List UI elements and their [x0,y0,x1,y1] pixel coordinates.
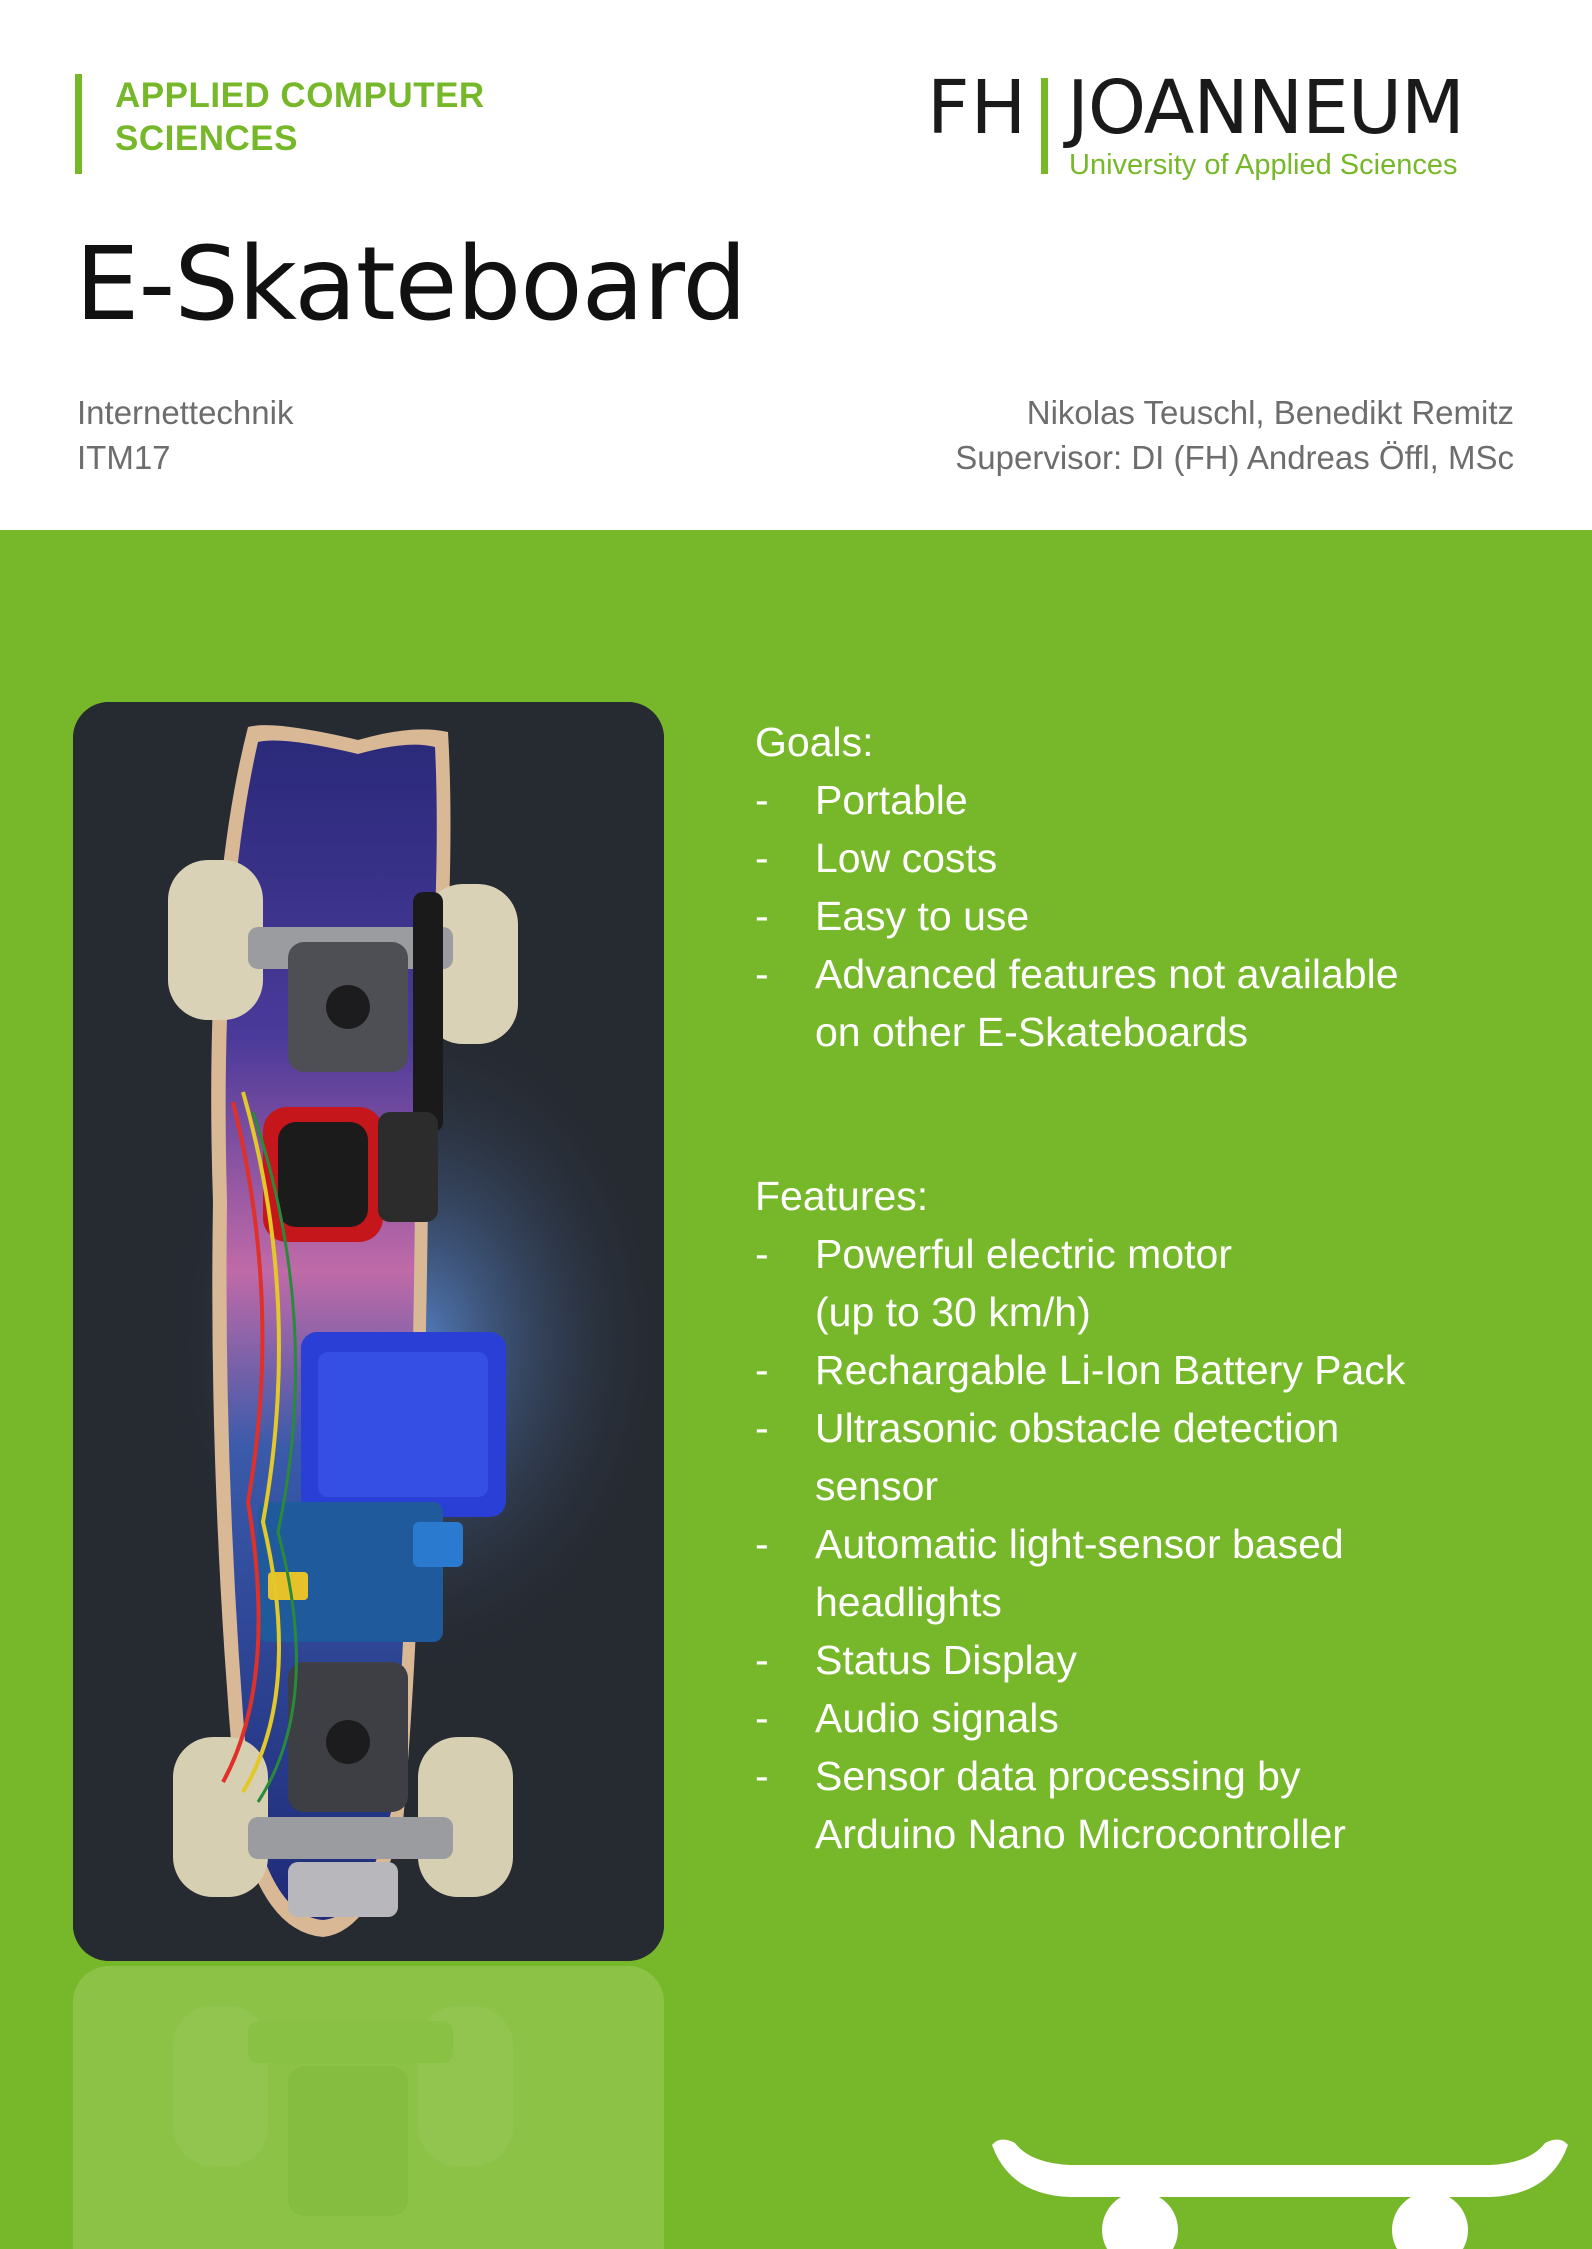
section-gap [755,1061,1555,1167]
goal-text: Low costs [815,835,998,881]
bullet-dash: - [755,1231,769,1277]
features-title: Features: [755,1173,929,1219]
feature-text: Audio signals [815,1695,1059,1741]
bullet-dash: - [755,835,769,881]
department-label [75,74,485,174]
poster-header [0,0,1592,530]
supervisor: Supervisor: DI (FH) Andreas Öffl, MSc [955,439,1514,476]
list-item [755,1631,1555,1689]
author-info [955,390,1514,480]
feature-text: Rechargable Li-Ion Battery Pack [815,1347,1406,1393]
list-item [755,1515,1555,1631]
goals-list [755,771,1555,1061]
skateboard-silhouette-icon [990,2135,1570,2249]
poster-text [755,713,1555,1863]
bullet-dash: - [755,1405,769,1451]
features-list [755,1225,1555,1863]
feature-text-continued: Arduino Nano Microcontroller [815,1811,1346,1857]
bullet-dash: - [755,1347,769,1393]
course-name: Internettechnik [77,394,294,431]
logo-name: JOANNEUM [1067,65,1464,151]
goal-text: Portable [815,777,968,823]
list-item [755,1689,1555,1747]
content-panel [0,530,1592,2249]
list-item [755,1341,1555,1399]
list-item [755,945,1555,1061]
skateboard-photo [73,702,664,1961]
list-item [755,1747,1555,1863]
bullet-dash: - [755,893,769,939]
bullet-dash: - [755,777,769,823]
feature-text: Automatic light-sensor based [815,1521,1344,1567]
list-item [755,829,1555,887]
list-item [755,1225,1555,1341]
goal-text: Easy to use [815,893,1030,939]
logo-fh: FH [927,65,1028,151]
feature-text: Status Display [815,1637,1078,1683]
reflection-illustration [73,1966,664,2249]
fh-joanneum-logo [927,65,1517,181]
logo-subtitle: University of Applied Sciences [1069,149,1458,181]
authors: Nikolas Teuschl, Benedikt Remitz [1026,394,1514,431]
bullet-dash: - [755,1753,769,1799]
goal-text: Advanced features not available [815,951,1399,997]
photo-reflection [73,1966,664,2249]
poster-title: E-Skateboard [75,225,747,344]
feature-text: Powerful electric motor [815,1231,1232,1277]
feature-text-continued: (up to 30 km/h) [815,1289,1091,1335]
feature-text-continued: headlights [815,1579,1002,1625]
list-item [755,887,1555,945]
skateboard-illustration [73,702,664,1961]
goal-text-continued: on other E-Skateboards [815,1009,1249,1055]
bullet-dash: - [755,1695,769,1741]
bullet-dash: - [755,1521,769,1567]
course-code: ITM17 [77,439,171,476]
feature-text: Ultrasonic obstacle detection [815,1405,1340,1451]
feature-text: Sensor data processing by [815,1753,1301,1799]
bullet-dash: - [755,951,769,997]
department-line-1: APPLIED COMPUTER [115,76,485,115]
department-line-2: SCIENCES [115,119,298,158]
list-item [755,1399,1555,1515]
feature-text-continued: sensor [815,1463,939,1509]
bullet-dash: - [755,1637,769,1683]
list-item [755,771,1555,829]
course-info [77,390,293,480]
goals-title: Goals: [755,719,874,765]
logo-divider [1041,78,1048,174]
